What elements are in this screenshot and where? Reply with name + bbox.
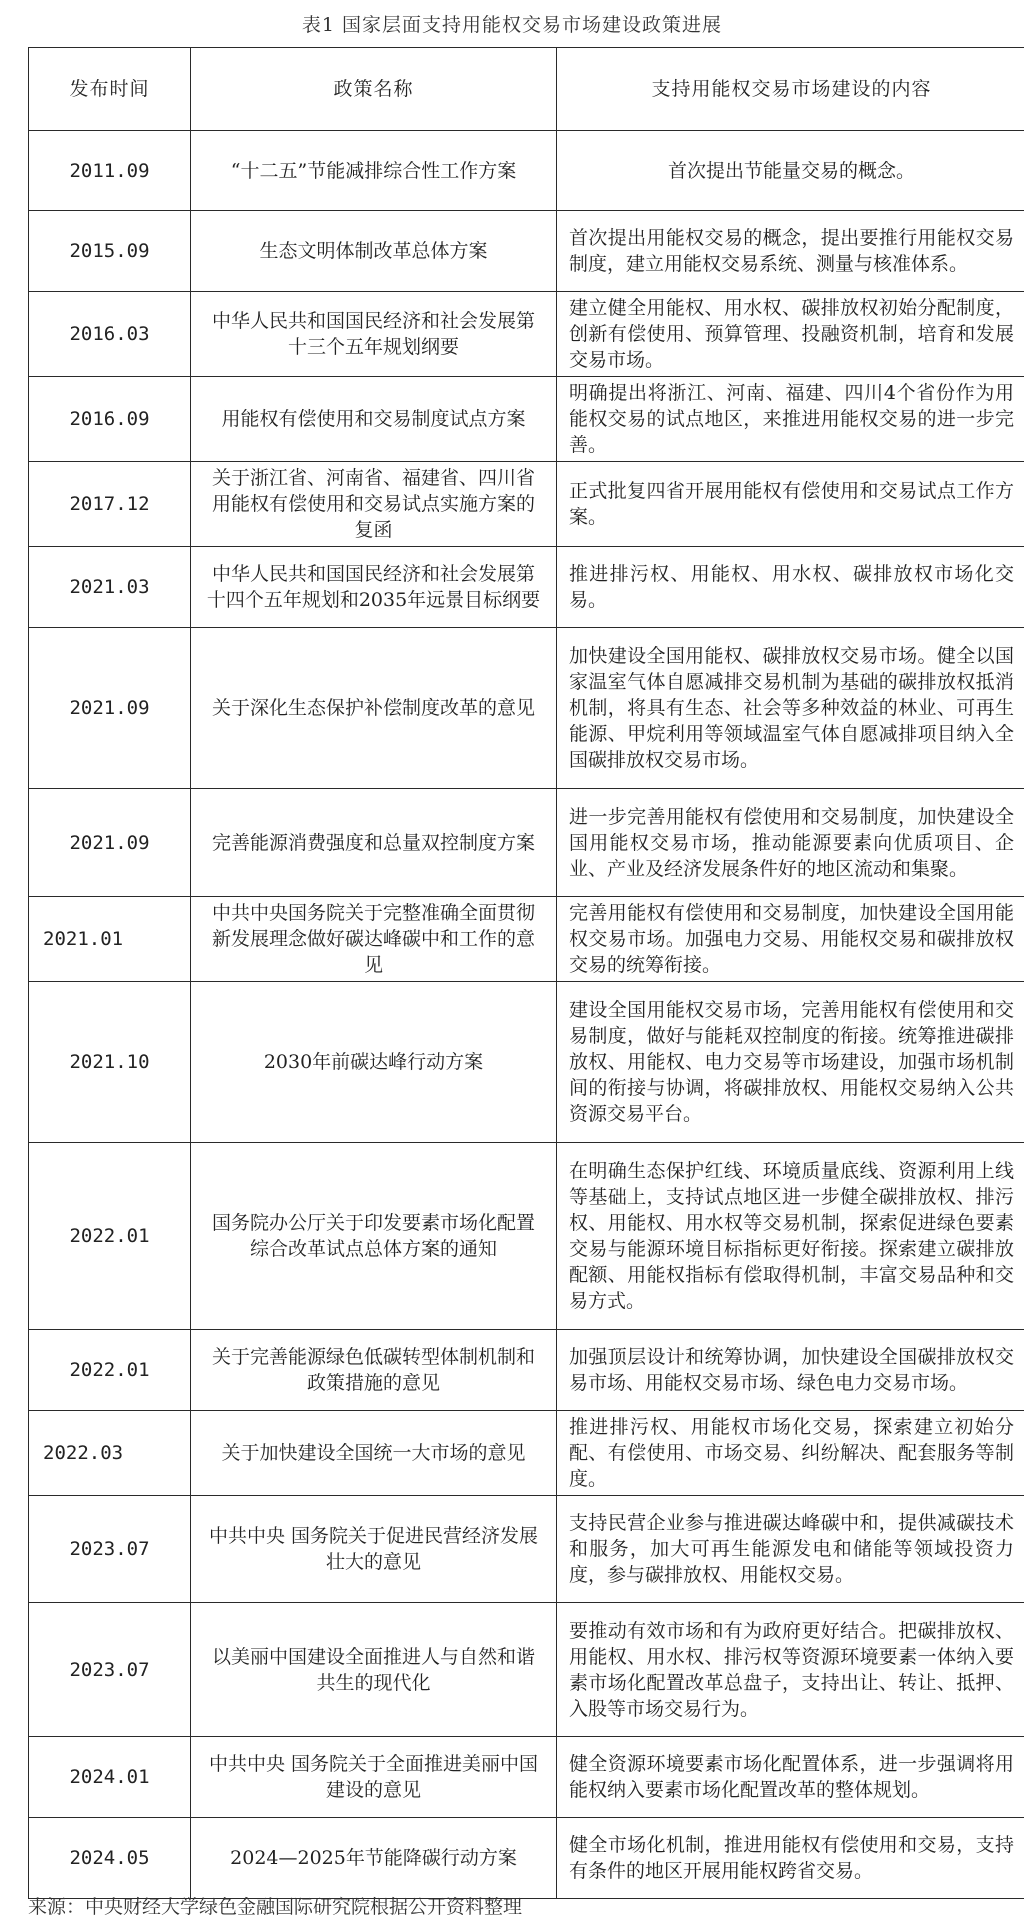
table-row (29, 1737, 1024, 1818)
table-row (29, 982, 1024, 1143)
table-caption: 表1 国家层面支持用能权交易市场建设政策进展 (301, 14, 723, 36)
table-row (29, 547, 1024, 628)
cell-content: 完善用能权有偿使用和交易制度，加快建设全国用能权交易市场。加强电力交易、用能权交易和碳排放权交易的统筹衔接。 (557, 897, 1024, 982)
cell-content: 首次提出节能量交易的概念。 (557, 131, 1024, 211)
cell-policy-name: 中共中央 国务院关于全面推进美丽中国建设的意见 (191, 1737, 557, 1818)
cell-content: 正式批复四省开展用能权有偿使用和交易试点工作方案。 (557, 462, 1024, 547)
cell-policy-name: 关于深化生态保护补偿制度改革的意见 (191, 628, 557, 789)
cell-date: 2024.05 (29, 1818, 191, 1899)
table-row (29, 789, 1024, 897)
cell-policy-name: 关于浙江省、河南省、福建省、四川省用能权有偿使用和交易试点实施方案的复函 (191, 462, 557, 547)
table-row (29, 1143, 1024, 1330)
cell-content: 明确提出将浙江、河南、福建、四川4个省份作为用能权交易的试点地区，来推进用能权交易的进一步完善。 (557, 377, 1024, 462)
cell-date: 2021.03 (29, 547, 191, 628)
table-row (29, 1818, 1024, 1899)
cell-policy-name: 中华人民共和国国民经济和社会发展第十三个五年规划纲要 (191, 292, 557, 377)
policy-table (28, 47, 1024, 1899)
table-row (29, 462, 1024, 547)
cell-date: 2022.03 (29, 1411, 191, 1496)
cell-date: 2024.01 (29, 1737, 191, 1818)
cell-date: 2023.07 (29, 1496, 191, 1603)
cell-policy-name: 中共中央国务院关于完整准确全面贯彻新发展理念做好碳达峰碳中和工作的意见 (191, 897, 557, 982)
cell-policy-name: 2024—2025年节能降碳行动方案 (191, 1818, 557, 1899)
cell-content: 加快建设全国用能权、碳排放权交易市场。健全以国家温室气体自愿减排交易机制为基础的碳排放权抵消机制，将具有生态、社会等多种效益的林业、可再生能源、甲烷利用等领域温室气体自愿减排项目纳入全国碳排放权交易市场。 (557, 628, 1024, 789)
cell-policy-name: 用能权有偿使用和交易制度试点方案 (191, 377, 557, 462)
table-row (29, 292, 1024, 377)
table-row (29, 377, 1024, 462)
cell-policy-name: 中共中央 国务院关于促进民营经济发展壮大的意见 (191, 1496, 557, 1603)
cell-content: 加强顶层设计和统筹协调，加快建设全国碳排放权交易市场、用能权交易市场、绿色电力交易市场。 (557, 1330, 1024, 1411)
cell-policy-name: 以美丽中国建设全面推进人与自然和谐共生的现代化 (191, 1603, 557, 1737)
header-policy-name: 政策名称 (191, 48, 557, 131)
cell-date: 2021.09 (29, 628, 191, 789)
cell-content: 推进排污权、用能权市场化交易，探索建立初始分配、有偿使用、市场交易、纠纷解决、配套服务等制度。 (557, 1411, 1024, 1496)
table-row (29, 628, 1024, 789)
cell-content: 推进排污权、用能权、用水权、碳排放权市场化交易。 (557, 547, 1024, 628)
cell-content: 建立健全用能权、用水权、碳排放权初始分配制度，创新有偿使用、预算管理、投融资机制，培育和发展交易市场。 (557, 292, 1024, 377)
cell-policy-name: 生态文明体制改革总体方案 (191, 211, 557, 292)
cell-date: 2022.01 (29, 1143, 191, 1330)
cell-content: 支持民营企业参与推进碳达峰碳中和，提供减碳技术和服务，加大可再生能源发电和储能等领域投资力度，参与碳排放权、用能权交易。 (557, 1496, 1024, 1603)
table-row (29, 1411, 1024, 1496)
cell-policy-name: 国务院办公厅关于印发要素市场化配置综合改革试点总体方案的通知 (191, 1143, 557, 1330)
cell-policy-name: “十二五”节能减排综合性工作方案 (191, 131, 557, 211)
cell-date: 2016.03 (29, 292, 191, 377)
cell-policy-name: 关于完善能源绿色低碳转型体制机制和政策措施的意见 (191, 1330, 557, 1411)
cell-content: 进一步完善用能权有偿使用和交易制度，加快建设全国用能权交易市场，推动能源要素向优质项目、企业、产业及经济发展条件好的地区流动和集聚。 (557, 789, 1024, 897)
cell-policy-name: 完善能源消费强度和总量双控制度方案 (191, 789, 557, 897)
header-content: 支持用能权交易市场建设的内容 (557, 48, 1024, 131)
cell-date: 2022.01 (29, 1330, 191, 1411)
cell-content: 建设全国用能权交易市场，完善用能权有偿使用和交易制度，做好与能耗双控制度的衔接。统筹推进碳排放权、用能权、电力交易等市场建设，加强市场机制间的衔接与协调，将碳排放权、用能权交易纳入公共资源交易平台。 (557, 982, 1024, 1143)
source-note: 来源：中央财经大学绿色金融国际研究院根据公开资料整理 (28, 1896, 523, 1918)
cell-content: 要推动有效市场和有为政府更好结合。把碳排放权、用能权、用水权、排污权等资源环境要素一体纳入要素市场化配置改革总盘子，支持出让、转让、抵押、入股等市场交易行为。 (557, 1603, 1024, 1737)
cell-content: 在明确生态保护红线、环境质量底线、资源利用上线等基础上，支持试点地区进一步健全碳排放权、排污权、用能权、用水权等交易机制，探索促进绿色要素交易与能源环境目标指标更好衔接。探索建立碳排放配额、用能权指标有偿取得机制，丰富交易品种和交易方式。 (557, 1143, 1024, 1330)
cell-policy-name: 中华人民共和国国民经济和社会发展第十四个五年规划和2035年远景目标纲要 (191, 547, 557, 628)
cell-date: 2011.09 (29, 131, 191, 211)
table-row (29, 897, 1024, 982)
cell-content: 健全市场化机制，推进用能权有偿使用和交易，支持有条件的地区开展用能权跨省交易。 (557, 1818, 1024, 1899)
header-date: 发布时间 (29, 48, 191, 131)
table-header-row (29, 48, 1024, 131)
cell-date: 2021.09 (29, 789, 191, 897)
table-row (29, 1330, 1024, 1411)
cell-date: 2021.10 (29, 982, 191, 1143)
cell-date: 2023.07 (29, 1603, 191, 1737)
cell-policy-name: 关于加快建设全国统一大市场的意见 (191, 1411, 557, 1496)
cell-date: 2015.09 (29, 211, 191, 292)
table-row (29, 131, 1024, 211)
table-row (29, 1603, 1024, 1737)
cell-date: 2017.12 (29, 462, 191, 547)
cell-content: 首次提出用能权交易的概念，提出要推行用能权交易制度，建立用能权交易系统、测量与核准体系。 (557, 211, 1024, 292)
table-row (29, 211, 1024, 292)
cell-date: 2021.01 (29, 897, 191, 982)
table-row (29, 1496, 1024, 1603)
cell-policy-name: 2030年前碳达峰行动方案 (191, 982, 557, 1143)
cell-date: 2016.09 (29, 377, 191, 462)
cell-content: 健全资源环境要素市场化配置体系，进一步强调将用能权纳入要素市场化配置改革的整体规划。 (557, 1737, 1024, 1818)
